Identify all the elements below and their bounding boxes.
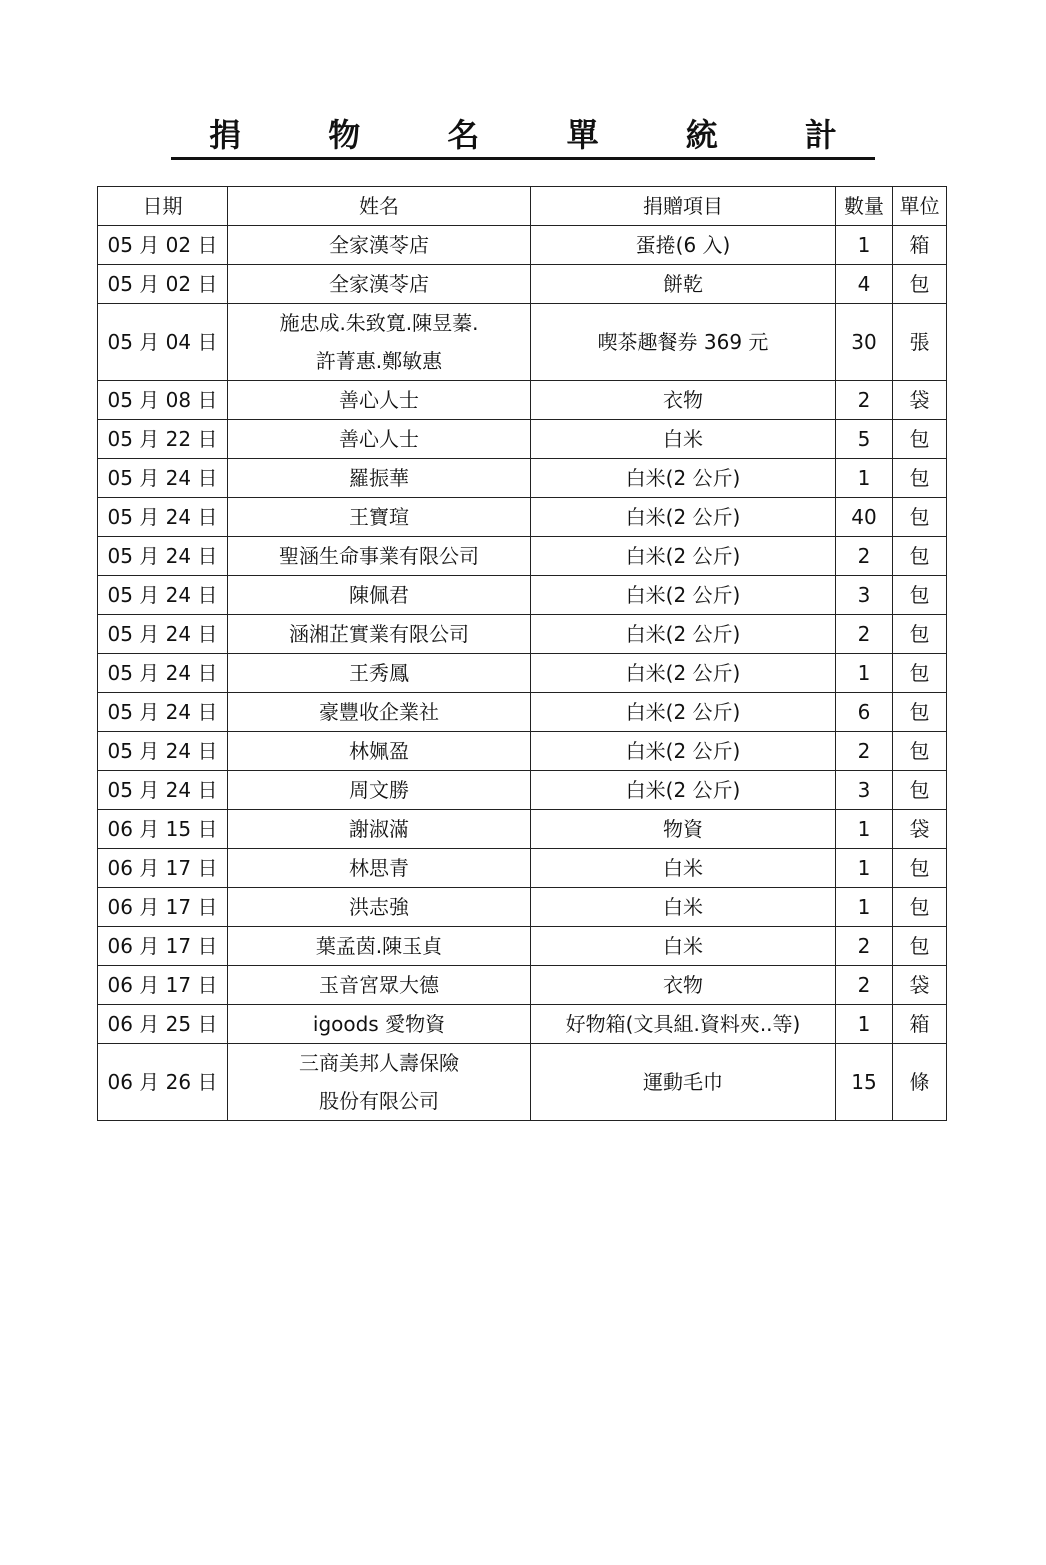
cell-name — [228, 654, 531, 693]
cell-date: 06 月 17 日 — [98, 888, 228, 927]
cell-item: 運動毛巾 — [531, 1044, 836, 1121]
cell-unit: 袋 — [893, 966, 947, 1005]
cell-unit: 袋 — [893, 810, 947, 849]
cell-unit: 包 — [893, 732, 947, 771]
cell-name — [228, 927, 531, 966]
cell-name-line: 施忠成.朱致寬.陳昱蓁. — [279, 311, 479, 335]
cell-item: 白米(2 公斤) — [531, 654, 836, 693]
cell-item: 白米(2 公斤) — [531, 732, 836, 771]
table-row — [98, 381, 947, 420]
cell-name-line: 善心人士 — [339, 427, 419, 451]
page-title — [0, 113, 1046, 160]
cell-name-line: 三商美邦人壽保險 — [299, 1051, 459, 1075]
cell-name — [228, 1044, 531, 1121]
cell-item: 白米 — [531, 888, 836, 927]
cell-name-line: 全家漢苓店 — [329, 233, 429, 257]
cell-unit: 包 — [893, 459, 947, 498]
table-row — [98, 771, 947, 810]
cell-quantity: 3 — [836, 576, 893, 615]
cell-item: 白米(2 公斤) — [531, 459, 836, 498]
table-body — [98, 226, 947, 1121]
table-row — [98, 576, 947, 615]
cell-unit: 包 — [893, 888, 947, 927]
cell-name-line: 葉孟茵.陳玉貞 — [315, 934, 443, 958]
table-row — [98, 265, 947, 304]
cell-quantity: 2 — [836, 381, 893, 420]
header-unit: 單位 — [893, 187, 947, 226]
table-row — [98, 888, 947, 927]
cell-date: 05 月 24 日 — [98, 693, 228, 732]
cell-name — [228, 265, 531, 304]
table-header-row — [98, 187, 947, 226]
cell-name-line: 羅振華 — [349, 466, 409, 490]
cell-unit: 包 — [893, 615, 947, 654]
cell-unit: 箱 — [893, 1005, 947, 1044]
donation-table — [97, 186, 947, 1121]
cell-item: 白米(2 公斤) — [531, 615, 836, 654]
cell-date: 05 月 24 日 — [98, 654, 228, 693]
cell-name-line: 洪志強 — [349, 895, 409, 919]
cell-name-line: 王秀鳳 — [349, 661, 409, 685]
cell-date: 05 月 24 日 — [98, 615, 228, 654]
cell-name — [228, 1005, 531, 1044]
cell-unit: 包 — [893, 654, 947, 693]
cell-item: 喫茶趣餐券 369 元 — [531, 304, 836, 381]
table-row — [98, 459, 947, 498]
cell-quantity: 2 — [836, 537, 893, 576]
cell-name-line: 陳佩君 — [349, 583, 409, 607]
table-row — [98, 654, 947, 693]
cell-name-line: 林思青 — [349, 856, 409, 880]
cell-item: 白米 — [531, 927, 836, 966]
cell-item: 白米 — [531, 420, 836, 459]
header-name: 姓名 — [228, 187, 531, 226]
cell-quantity: 6 — [836, 693, 893, 732]
table-row — [98, 693, 947, 732]
cell-quantity: 2 — [836, 615, 893, 654]
cell-name-line: 聖涵生命事業有限公司 — [279, 544, 479, 568]
cell-name — [228, 498, 531, 537]
cell-name — [228, 459, 531, 498]
cell-quantity: 1 — [836, 459, 893, 498]
cell-quantity: 1 — [836, 226, 893, 265]
cell-date: 05 月 24 日 — [98, 459, 228, 498]
cell-quantity: 2 — [836, 927, 893, 966]
cell-name — [228, 226, 531, 265]
cell-item: 衣物 — [531, 966, 836, 1005]
table-row — [98, 966, 947, 1005]
cell-quantity: 30 — [836, 304, 893, 381]
header-quantity: 數量 — [836, 187, 893, 226]
cell-quantity: 5 — [836, 420, 893, 459]
cell-name-line: 周文勝 — [349, 778, 409, 802]
cell-date: 05 月 04 日 — [98, 304, 228, 381]
cell-name — [228, 732, 531, 771]
cell-item: 衣物 — [531, 381, 836, 420]
table-row — [98, 226, 947, 265]
cell-name — [228, 966, 531, 1005]
cell-date: 06 月 25 日 — [98, 1005, 228, 1044]
cell-date: 06 月 17 日 — [98, 927, 228, 966]
cell-unit: 包 — [893, 498, 947, 537]
cell-name — [228, 576, 531, 615]
cell-name — [228, 615, 531, 654]
cell-name — [228, 304, 531, 381]
cell-unit: 袋 — [893, 381, 947, 420]
cell-date: 06 月 17 日 — [98, 966, 228, 1005]
cell-item: 蛋捲(6 入) — [531, 226, 836, 265]
cell-unit: 條 — [893, 1044, 947, 1121]
cell-name-line: 謝淑滿 — [349, 817, 409, 841]
table-row — [98, 304, 947, 381]
cell-name-line: igoods 愛物資 — [312, 1012, 446, 1036]
cell-date: 05 月 22 日 — [98, 420, 228, 459]
table-row — [98, 537, 947, 576]
cell-name-line: 涵湘芷實業有限公司 — [289, 622, 469, 646]
cell-item: 白米 — [531, 849, 836, 888]
cell-name-line: 玉音宮眾大德 — [319, 973, 439, 997]
cell-name-line: 豪豐收企業社 — [319, 700, 439, 724]
cell-name-line: 許菁惠.鄭敏惠 — [315, 349, 443, 373]
cell-date: 05 月 02 日 — [98, 265, 228, 304]
cell-date: 05 月 24 日 — [98, 537, 228, 576]
table-row — [98, 420, 947, 459]
cell-unit: 包 — [893, 693, 947, 732]
cell-quantity: 4 — [836, 265, 893, 304]
table-row — [98, 498, 947, 537]
cell-item: 白米(2 公斤) — [531, 693, 836, 732]
cell-date: 06 月 15 日 — [98, 810, 228, 849]
cell-name — [228, 849, 531, 888]
cell-unit: 包 — [893, 927, 947, 966]
cell-item: 好物箱(文具組.資料夾..等) — [531, 1005, 836, 1044]
cell-quantity: 2 — [836, 732, 893, 771]
cell-quantity: 1 — [836, 849, 893, 888]
cell-date: 05 月 24 日 — [98, 576, 228, 615]
cell-unit: 箱 — [893, 226, 947, 265]
cell-date: 05 月 24 日 — [98, 771, 228, 810]
cell-unit: 包 — [893, 771, 947, 810]
cell-quantity: 1 — [836, 1005, 893, 1044]
cell-quantity: 1 — [836, 654, 893, 693]
table-row — [98, 615, 947, 654]
cell-item: 白米(2 公斤) — [531, 498, 836, 537]
cell-date: 06 月 26 日 — [98, 1044, 228, 1121]
table-row — [98, 927, 947, 966]
cell-name — [228, 888, 531, 927]
table-row — [98, 1044, 947, 1121]
cell-date: 05 月 24 日 — [98, 732, 228, 771]
cell-quantity: 15 — [836, 1044, 893, 1121]
cell-item: 餅乾 — [531, 265, 836, 304]
cell-quantity: 40 — [836, 498, 893, 537]
cell-name — [228, 537, 531, 576]
cell-name-line: 全家漢苓店 — [329, 272, 429, 296]
cell-unit: 張 — [893, 304, 947, 381]
table-row — [98, 1005, 947, 1044]
cell-unit: 包 — [893, 537, 947, 576]
cell-name-line: 王寶瑄 — [349, 505, 409, 529]
cell-date: 05 月 24 日 — [98, 498, 228, 537]
cell-name — [228, 693, 531, 732]
table-row — [98, 732, 947, 771]
cell-quantity: 2 — [836, 966, 893, 1005]
table-row — [98, 849, 947, 888]
cell-quantity: 1 — [836, 810, 893, 849]
table-row — [98, 810, 947, 849]
cell-item: 白米(2 公斤) — [531, 537, 836, 576]
cell-name — [228, 381, 531, 420]
cell-unit: 包 — [893, 265, 947, 304]
cell-unit: 包 — [893, 576, 947, 615]
cell-item: 白米(2 公斤) — [531, 576, 836, 615]
header-date: 日期 — [98, 187, 228, 226]
header-item: 捐贈項目 — [531, 187, 836, 226]
cell-date: 06 月 17 日 — [98, 849, 228, 888]
cell-name — [228, 420, 531, 459]
cell-item: 白米(2 公斤) — [531, 771, 836, 810]
cell-name — [228, 771, 531, 810]
cell-item: 物資 — [531, 810, 836, 849]
cell-unit: 包 — [893, 420, 947, 459]
page-title-text: 捐 物 名 單 統 計 — [171, 115, 875, 160]
cell-quantity: 1 — [836, 888, 893, 927]
cell-name-line: 善心人士 — [339, 388, 419, 412]
cell-date: 05 月 08 日 — [98, 381, 228, 420]
cell-date: 05 月 02 日 — [98, 226, 228, 265]
cell-name — [228, 810, 531, 849]
cell-name-line: 林姵盈 — [349, 739, 409, 763]
cell-quantity: 3 — [836, 771, 893, 810]
cell-unit: 包 — [893, 849, 947, 888]
cell-name-line: 股份有限公司 — [319, 1089, 439, 1113]
